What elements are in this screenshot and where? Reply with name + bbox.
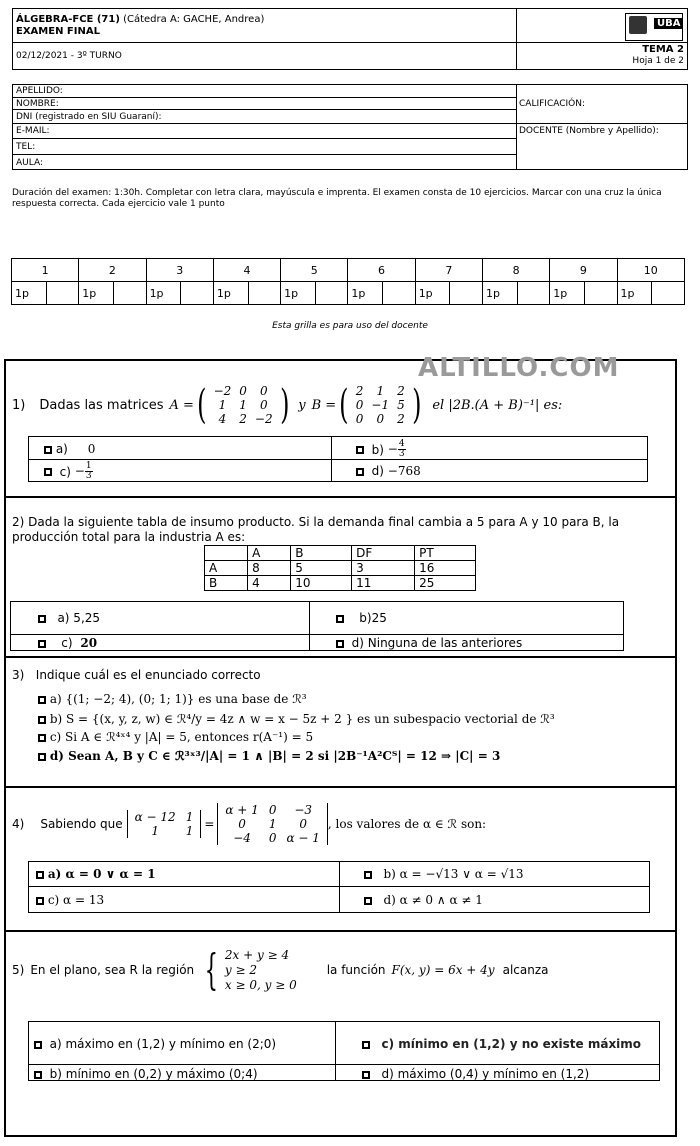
instructions: Duración del examen: 1:30h. Completar con letra clara, mayúscula e imprenta. El examen consta de 10 ejercicios. Marcar con una cruz la única respuesta correcta. Cada ejercicio vale 1 punto bbox=[12, 188, 662, 209]
grid-score-cell-7[interactable] bbox=[450, 282, 483, 305]
q4-det-left-row bbox=[130, 824, 199, 838]
q1-statement bbox=[12, 384, 562, 426]
grid-header-row bbox=[12, 259, 685, 282]
header-divider-h bbox=[12, 42, 688, 43]
q1-option-c[interactable] bbox=[44, 462, 93, 481]
q4-det-left bbox=[127, 810, 202, 838]
q5-system bbox=[225, 948, 297, 993]
q3-option-a[interactable] bbox=[38, 692, 307, 706]
q4-det-left-cell: 1 bbox=[185, 824, 194, 838]
q1-options-hline bbox=[28, 459, 648, 460]
q4-det-left-cell: α − 12 bbox=[134, 810, 176, 824]
q4-option-a-label: a) α = 0 ∨ α = 1 bbox=[47, 867, 156, 881]
q5-option-b[interactable] bbox=[34, 1067, 258, 1081]
q4-det-right-cell: 0 bbox=[299, 817, 307, 831]
q3-option-b[interactable] bbox=[38, 712, 555, 726]
q2-option-d-label: d) Ninguna de las anteriores bbox=[351, 636, 523, 650]
q1-matrix-A-cell: −2 bbox=[254, 412, 273, 426]
q5-option-c-label: c) mínimo en (1,2) y no existe máximo bbox=[381, 1037, 642, 1051]
q5-options-divider bbox=[335, 1021, 336, 1081]
q2-io-table-cell: 25 bbox=[415, 576, 476, 591]
q5-option-d[interactable] bbox=[362, 1067, 589, 1081]
apellido-field[interactable]: APELLIDO: bbox=[16, 86, 63, 96]
q1-matrix-A: ( −2 0 0 1 1 0 4 2 −2 ) bbox=[197, 382, 290, 428]
grid-points-6: 1p bbox=[348, 282, 383, 305]
q5-options-hline bbox=[28, 1064, 660, 1065]
q1-matrix-B-cell: 0 bbox=[355, 398, 364, 412]
grid-number-2: 2 bbox=[79, 259, 146, 282]
q1-matrix-B-cell: 2 bbox=[355, 384, 364, 398]
checkbox-icon[interactable] bbox=[34, 1041, 42, 1049]
score-grid bbox=[11, 258, 685, 305]
q1-matrix-A-cell: 1 bbox=[239, 398, 247, 412]
q1-A-label: A = bbox=[169, 397, 194, 413]
q5-ineq-3: x ≥ 0, y ≥ 0 bbox=[224, 977, 297, 992]
q2-io-table-cell: DF bbox=[352, 546, 415, 561]
q3-statement bbox=[12, 668, 261, 682]
grid-points-7: 1p bbox=[415, 282, 450, 305]
q1-matrix-A-cell: 1 bbox=[218, 398, 227, 412]
uba-logo-emblem-icon bbox=[629, 16, 647, 34]
q1-matrix-B-cell: 0 bbox=[355, 412, 364, 426]
q4-q5-separator bbox=[4, 930, 677, 932]
checkbox-icon[interactable] bbox=[356, 468, 364, 476]
grid-points-3: 1p bbox=[146, 282, 181, 305]
checkbox-icon[interactable] bbox=[336, 615, 344, 623]
checkbox-icon[interactable] bbox=[364, 871, 372, 879]
q1-matrix-B-cell: 2 bbox=[397, 412, 405, 426]
student-line-1 bbox=[12, 97, 516, 98]
q1-option-b[interactable] bbox=[356, 440, 406, 459]
q4-det-right-cell: α − 1 bbox=[286, 831, 320, 845]
q1-matrix-A-row bbox=[210, 412, 277, 426]
q1-matrix-A-cell: 0 bbox=[239, 384, 247, 398]
q2-io-table-row bbox=[205, 546, 476, 561]
tel-field[interactable]: TEL: bbox=[16, 142, 36, 152]
q1-matrix-B-row bbox=[352, 398, 409, 412]
q1-matrix-A-row bbox=[210, 384, 277, 398]
q1-option-a-value: 0 bbox=[87, 442, 96, 456]
q4-det-right-row bbox=[220, 831, 324, 845]
q2-io-table-cell: A bbox=[205, 561, 248, 576]
grid-number-5: 5 bbox=[281, 259, 348, 282]
docente-field: DOCENTE (Nombre y Apellido): bbox=[519, 126, 659, 136]
q2-io-table-cell: A bbox=[248, 546, 291, 561]
watermark: ALTILLO.COM bbox=[418, 353, 620, 383]
q4-option-b-label: b) α = −√13 ∨ α = √13 bbox=[383, 867, 524, 881]
q1-matrix-B: ( 2 1 2 0 −1 5 0 0 2 ) bbox=[339, 382, 422, 428]
grid-number-4: 4 bbox=[213, 259, 280, 282]
dni-field[interactable]: DNI (registrado en SIU Guaraní): bbox=[16, 112, 162, 122]
q1-matrix-A-cell: 0 bbox=[259, 384, 268, 398]
q2-io-table-cell: 4 bbox=[248, 576, 291, 591]
grid-points-row bbox=[12, 282, 685, 305]
q2-options-divider bbox=[309, 601, 310, 651]
q5-tail-a: la función bbox=[326, 963, 386, 977]
checkbox-icon[interactable] bbox=[38, 753, 46, 761]
email-field[interactable]: E-MAIL: bbox=[16, 126, 50, 136]
q4-option-d[interactable] bbox=[364, 893, 483, 907]
q2-io-table-cell: 11 bbox=[352, 576, 415, 591]
q3-option-d-label: d) Sean A, B y C ∈ ℛ³ˣ³/|A| = 1 ∧ |B| = 2 si |2B⁻¹A²Cᵀ| = 12 ⇒ |C| = 3 bbox=[49, 749, 501, 763]
q5-option-b-label: b) mínimo en (0,2) y máximo (0;4) bbox=[49, 1067, 258, 1081]
checkbox-icon[interactable] bbox=[38, 734, 46, 742]
q2-statement bbox=[12, 515, 672, 545]
q4-det-right-cell: 1 bbox=[268, 817, 277, 831]
q1-tail: el |2B.(A + B)⁻¹| es: bbox=[432, 397, 563, 413]
q1-option-a[interactable] bbox=[44, 442, 95, 456]
q4-option-d-label: d) α ≠ 0 ∧ α ≠ 1 bbox=[383, 893, 483, 907]
checkbox-icon[interactable] bbox=[34, 1071, 42, 1079]
hoja-label: Hoja 1 de 2 bbox=[632, 56, 684, 66]
q2-option-c[interactable] bbox=[38, 636, 97, 650]
q5-option-c[interactable] bbox=[362, 1037, 641, 1051]
q5-ineq-2: y ≥ 2 bbox=[224, 962, 257, 977]
grid-points-10: 1p bbox=[617, 282, 652, 305]
q2-option-d[interactable] bbox=[336, 636, 522, 650]
header-divider-v bbox=[516, 8, 517, 70]
q5-brace: { bbox=[204, 945, 219, 994]
q4-det-right-cell: 0 bbox=[268, 831, 277, 845]
q2-options-hline bbox=[10, 634, 624, 635]
q4-equals: = bbox=[204, 817, 215, 831]
course-title bbox=[16, 14, 264, 25]
grid-points-8: 1p bbox=[482, 282, 517, 305]
q5-statement bbox=[12, 946, 549, 994]
exam-date: 02/12/2021 - 3º TURNO bbox=[16, 51, 122, 61]
q2-io-table bbox=[204, 545, 476, 591]
q1-option-a-label: a) bbox=[55, 442, 68, 456]
q1-option-c-label: c) bbox=[59, 464, 71, 479]
q4-option-b[interactable] bbox=[364, 867, 524, 881]
grid-points-4: 1p bbox=[213, 282, 248, 305]
q1-option-d[interactable] bbox=[356, 464, 421, 478]
q3-option-b-label: b) S = {(x, y, z, w) ∈ ℛ⁴/y = 4z ∧ w = x − 5z + 2 } es un subespacio vectorial de ℛ³ bbox=[49, 712, 555, 726]
q2-option-a-label: a) 5,25 bbox=[57, 611, 101, 625]
q2-option-a[interactable] bbox=[38, 611, 100, 625]
q4-det-right-cell: −4 bbox=[233, 831, 251, 845]
grid-number-6: 6 bbox=[348, 259, 415, 282]
grid-points-9: 1p bbox=[550, 282, 585, 305]
q4-det-right-cell: 0 bbox=[268, 803, 277, 817]
grid-score-cell-8[interactable] bbox=[517, 282, 550, 305]
checkbox-icon[interactable] bbox=[36, 897, 44, 905]
course-name: ÁLGEBRA-FCE (71) bbox=[16, 14, 120, 25]
checkbox-icon[interactable] bbox=[356, 446, 364, 454]
q1-matrix-A-cell: 2 bbox=[239, 412, 247, 426]
grid-number-1: 1 bbox=[12, 259, 79, 282]
q1-matrix-A-cell: −2 bbox=[213, 384, 232, 398]
q2-io-table-row bbox=[205, 576, 476, 591]
grid-score-cell-3[interactable] bbox=[181, 282, 214, 305]
checkbox-icon[interactable] bbox=[364, 897, 372, 905]
q3-option-c-label: c) Si A ∈ ℛ⁴ˣ⁴ y |A| = 5, entonces r(A⁻¹) = 5 bbox=[49, 730, 314, 744]
grid-points-1: 1p bbox=[12, 282, 47, 305]
q3-q4-separator bbox=[4, 786, 677, 788]
q1-matrix-B-cell: 5 bbox=[397, 398, 405, 412]
nombre-field[interactable]: NOMBRE: bbox=[16, 99, 59, 109]
q2-option-c-value: 20 bbox=[80, 636, 98, 650]
q4-number: 4) bbox=[12, 817, 25, 831]
q1-matrix-B-row bbox=[352, 384, 409, 398]
grid-score-cell-5[interactable] bbox=[315, 282, 348, 305]
q4-options-hline bbox=[28, 886, 650, 887]
q4-option-c-label: c) α = 13 bbox=[47, 893, 105, 907]
checkbox-icon[interactable] bbox=[44, 468, 52, 476]
checkbox-icon[interactable] bbox=[336, 640, 344, 648]
q2-io-table-cell: 10 bbox=[291, 576, 352, 591]
q2-io-table-cell: 5 bbox=[291, 561, 352, 576]
q4-statement bbox=[12, 800, 486, 848]
grid-number-9: 9 bbox=[550, 259, 617, 282]
q2-options bbox=[10, 601, 624, 651]
checkbox-icon[interactable] bbox=[36, 871, 44, 879]
grid-score-cell-9[interactable] bbox=[585, 282, 618, 305]
checkbox-icon[interactable] bbox=[362, 1071, 370, 1079]
q4-text: Sabiendo que bbox=[40, 817, 123, 831]
q4-det-left-row bbox=[130, 810, 199, 824]
grid-points-5: 1p bbox=[281, 282, 316, 305]
q2-io-table-cell: B bbox=[205, 576, 248, 591]
grid-score-cell-1[interactable] bbox=[46, 282, 79, 305]
q1-matrix-B-cell: 1 bbox=[376, 384, 385, 398]
q1-matrix-B-cell: 2 bbox=[397, 384, 405, 398]
q4-option-c[interactable] bbox=[36, 893, 104, 907]
q3-text: Indique cuál es el enunciado correcto bbox=[35, 668, 261, 682]
grid-score-cell-6[interactable] bbox=[383, 282, 416, 305]
q4-det-left-cell: 1 bbox=[151, 824, 159, 838]
q1-matrix-B-row bbox=[352, 412, 409, 426]
q2-io-table-cell bbox=[205, 546, 248, 561]
course-chair: (Cátedra A: GACHE, Andrea) bbox=[123, 14, 265, 25]
grid-points-2: 1p bbox=[79, 282, 114, 305]
grid-score-cell-10[interactable] bbox=[652, 282, 685, 305]
grid-number-3: 3 bbox=[146, 259, 213, 282]
q2-option-c-label: c) bbox=[61, 636, 73, 650]
q3-option-a-label: a) {(1; −2; 4), (0; 1; 1)} es una base de ℛ³ bbox=[49, 692, 307, 706]
checkbox-icon[interactable] bbox=[38, 696, 46, 704]
q2-io-table-cell: B bbox=[291, 546, 352, 561]
q2-io-table-row bbox=[205, 561, 476, 576]
q5-tail-b: alcanza bbox=[502, 963, 549, 977]
uba-logo-text: UBA bbox=[654, 18, 683, 29]
q2-option-b[interactable] bbox=[336, 611, 387, 625]
q2-io-table-cell: 8 bbox=[248, 561, 291, 576]
q4-tail: , los valores de α ∈ ℛ son: bbox=[327, 817, 487, 831]
q1-text: Dadas las matrices bbox=[39, 397, 164, 413]
q5-number: 5) bbox=[12, 963, 25, 977]
q2-io-table-cell: 3 bbox=[352, 561, 415, 576]
q1-option-b-label: b) bbox=[371, 442, 384, 457]
q3-option-d[interactable] bbox=[38, 749, 500, 763]
q3-number: 3) bbox=[12, 668, 25, 682]
q4-det-right-cell: α + 1 bbox=[225, 803, 259, 817]
grid-number-8: 8 bbox=[482, 259, 549, 282]
q5-option-d-label: d) máximo (0,4) y mínimo en (1,2) bbox=[381, 1067, 590, 1081]
q2-text: Dada la siguiente tabla de insumo producto. Si la demanda final cambia a 5 para A y 10 para B, la producción total para la industria A es: bbox=[12, 515, 620, 544]
checkbox-icon[interactable] bbox=[38, 716, 46, 724]
q2-number: 2) bbox=[12, 515, 25, 529]
q2-q3-separator bbox=[4, 656, 677, 658]
q2-io-table-cell: PT bbox=[415, 546, 476, 561]
q5-ineq-1: 2x + y ≥ 4 bbox=[224, 947, 290, 962]
q1-option-d-value: −768 bbox=[387, 464, 421, 478]
aula-field[interactable]: AULA: bbox=[16, 158, 43, 168]
q4-det-right-row bbox=[220, 803, 324, 817]
calificacion-field: CALIFICACIÓN: bbox=[519, 99, 586, 109]
q4-det-right-cell: −3 bbox=[294, 803, 313, 817]
q3-option-c[interactable] bbox=[38, 730, 313, 744]
q2-option-b-label: b)25 bbox=[359, 611, 387, 625]
q1-B-label: B = bbox=[311, 397, 337, 413]
q5-text: En el plano, sea R la región bbox=[30, 963, 195, 977]
student-line-4 bbox=[12, 138, 516, 139]
q4-option-a[interactable] bbox=[36, 867, 156, 881]
q5-option-a[interactable] bbox=[34, 1037, 276, 1051]
q1-option-c-value: − $\frac{1}{3}$ bbox=[74, 461, 92, 481]
q1-q2-separator bbox=[4, 496, 677, 498]
q1-matrix-B-cell: 0 bbox=[376, 412, 385, 426]
student-line-3 bbox=[12, 123, 688, 124]
checkbox-icon[interactable] bbox=[362, 1041, 370, 1049]
grid-score-cell-4[interactable] bbox=[248, 282, 281, 305]
q2-io-table-cell: 16 bbox=[415, 561, 476, 576]
q5-option-a-label: a) máximo en (1,2) y mínimo en (2;0) bbox=[49, 1037, 277, 1051]
checkbox-icon[interactable] bbox=[38, 640, 46, 648]
q1-matrix-B-cell: −1 bbox=[371, 398, 390, 412]
checkbox-icon[interactable] bbox=[44, 446, 52, 454]
grid-note: Esta grilla es para uso del docente bbox=[272, 321, 428, 331]
student-line-5 bbox=[12, 154, 516, 155]
q4-options-divider bbox=[339, 861, 340, 913]
q1-matrix-A-cell: 4 bbox=[218, 412, 227, 426]
grid-score-cell-2[interactable] bbox=[114, 282, 147, 305]
uba-logo bbox=[625, 13, 683, 41]
q1-number: 1) bbox=[12, 397, 26, 413]
grid-number-10: 10 bbox=[617, 259, 684, 282]
q1-matrix-A-row bbox=[210, 398, 277, 412]
student-divider-v bbox=[516, 84, 517, 170]
student-line-2 bbox=[12, 109, 516, 110]
grid-number-7: 7 bbox=[415, 259, 482, 282]
q1-matrix-A-cell: 0 bbox=[259, 398, 268, 412]
q4-det-left-cell: 1 bbox=[185, 810, 194, 824]
q1-option-b-value: − $\frac{4}{3}$ bbox=[387, 439, 405, 459]
q1-y: y bbox=[298, 397, 306, 413]
q5-function: F(x, y) = 6x + 4y bbox=[391, 963, 495, 977]
q4-det-right-row bbox=[220, 817, 324, 831]
exam-title: EXAMEN FINAL bbox=[16, 26, 100, 37]
tema-label: TEMA 2 bbox=[642, 44, 684, 55]
q4-det-right bbox=[217, 803, 327, 845]
q4-det-right-cell: 0 bbox=[238, 817, 246, 831]
checkbox-icon[interactable] bbox=[38, 615, 46, 623]
q1-option-d-label: d) bbox=[371, 464, 384, 478]
